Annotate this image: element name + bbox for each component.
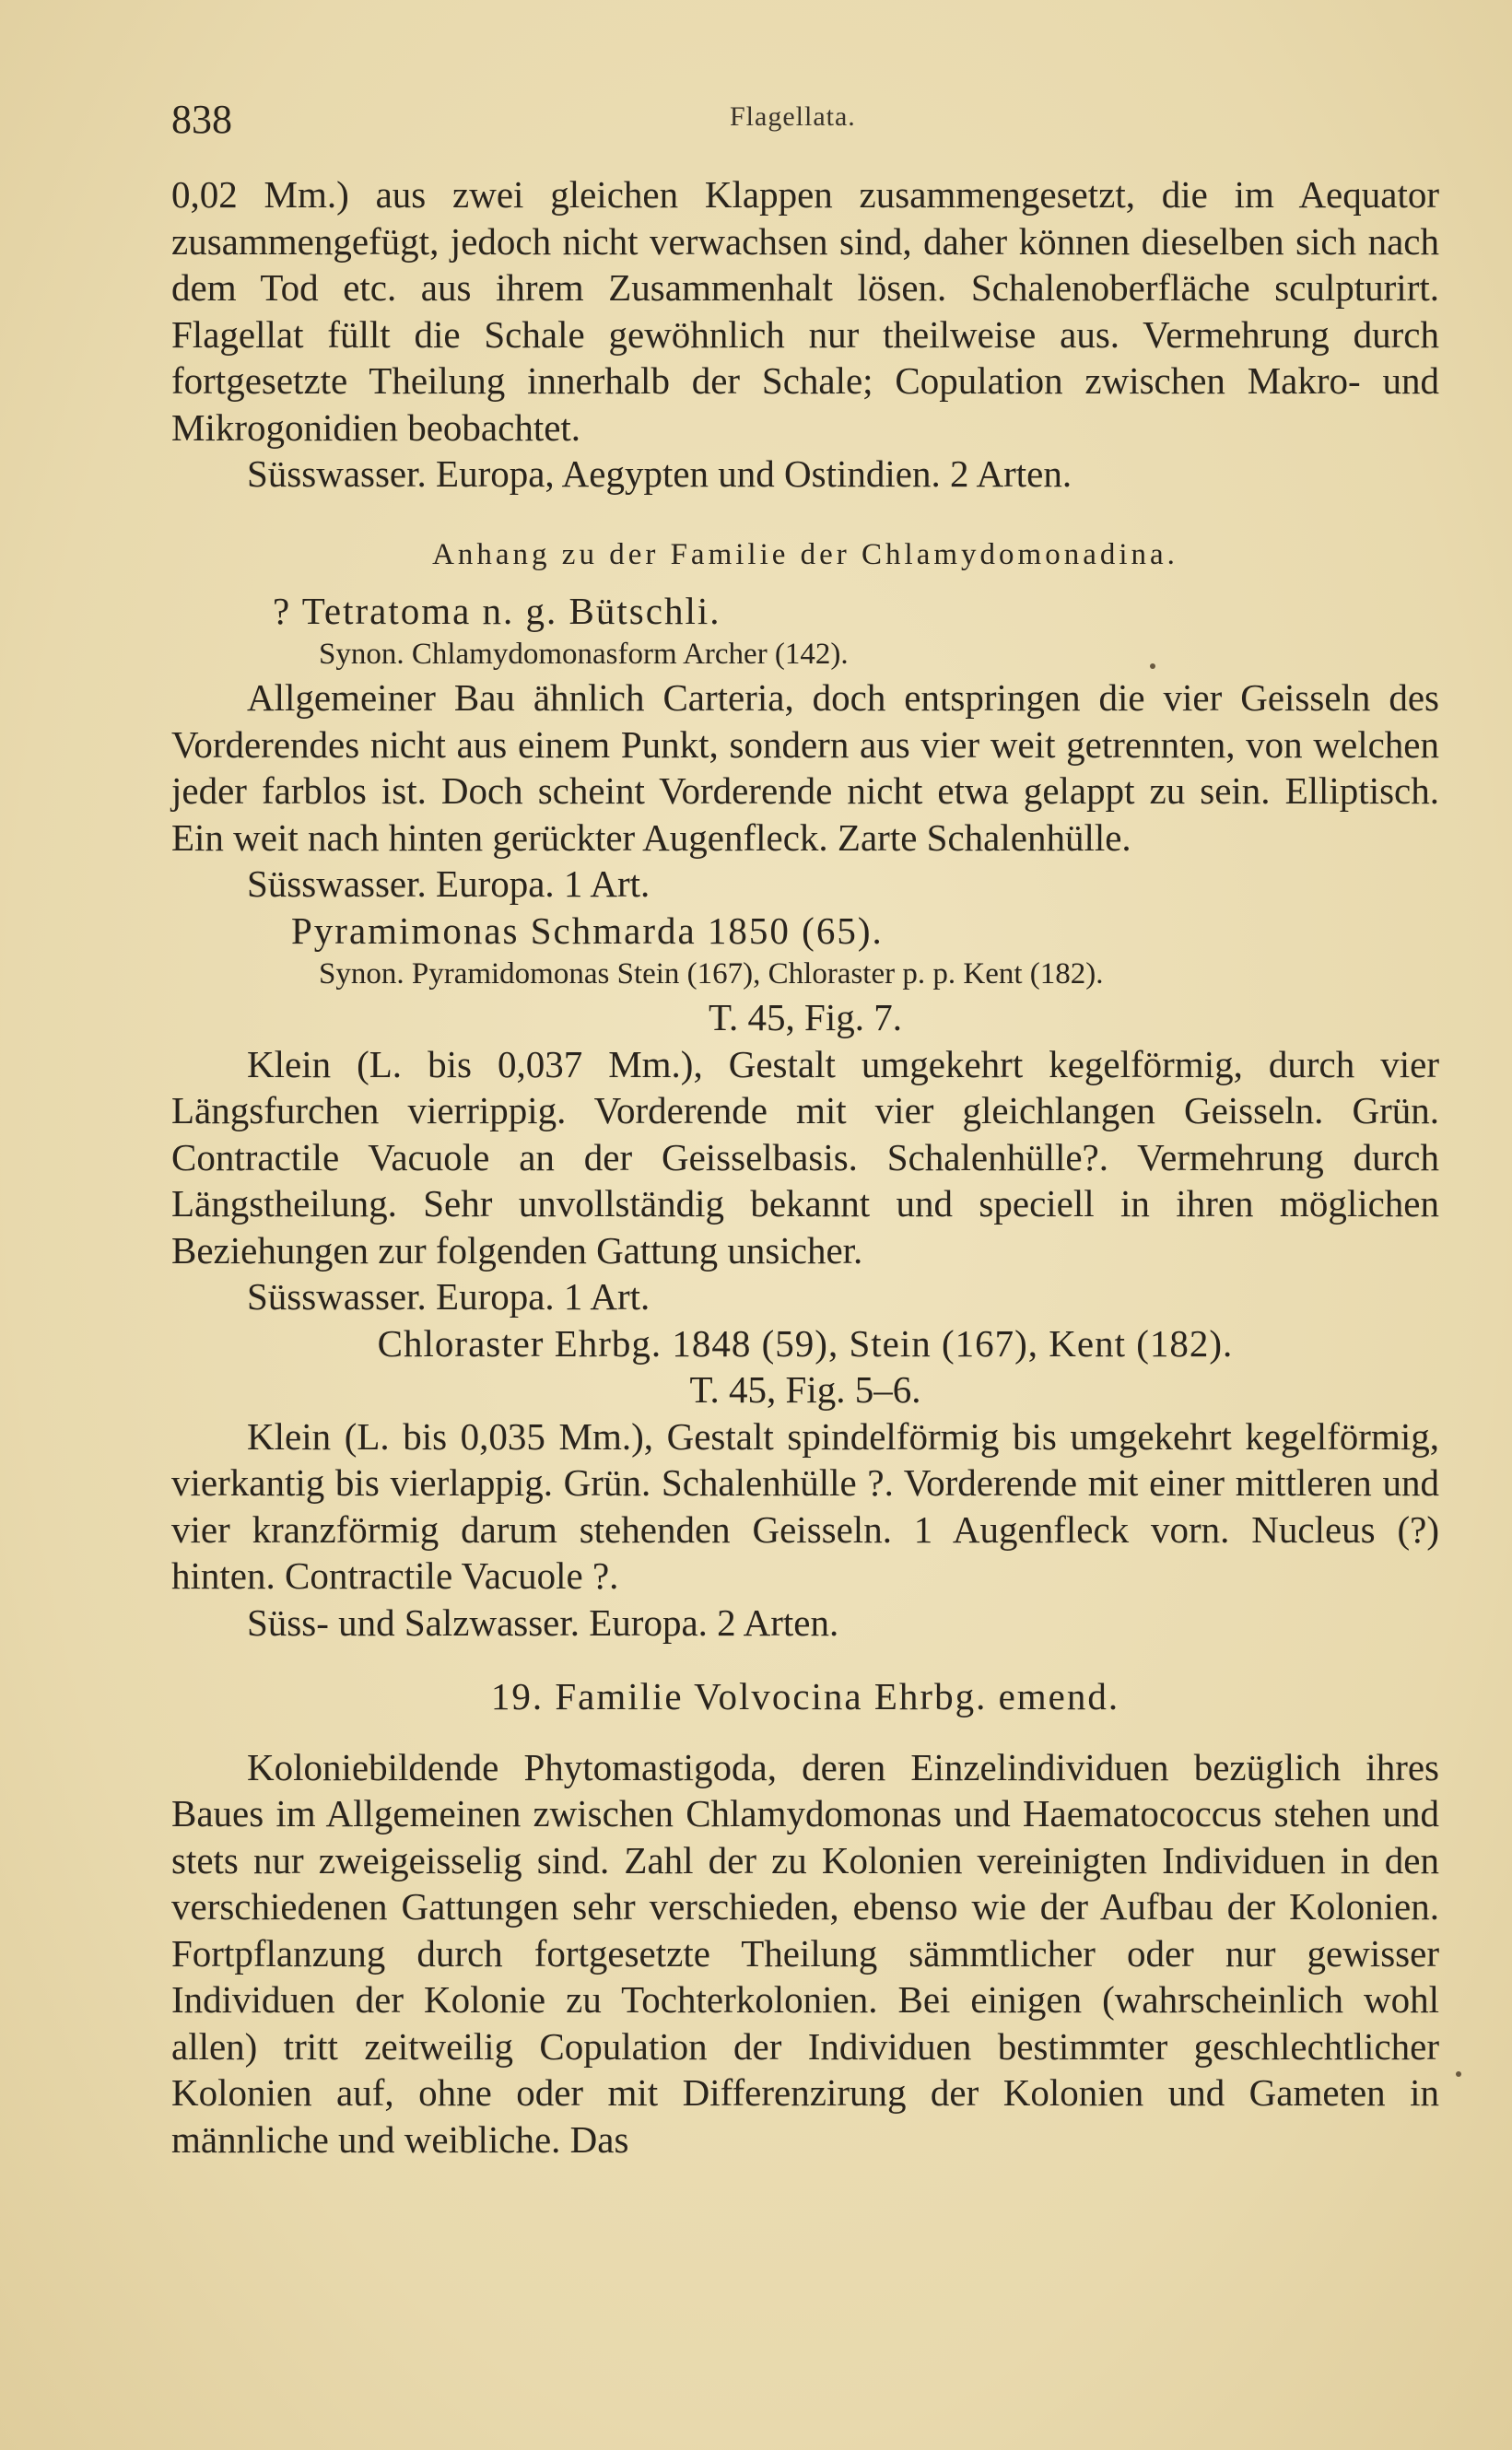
genus-title-chloraster: Chloraster Ehrbg. 1848 (59), Stein (167), Kent (182).: [377, 1321, 1234, 1365]
paragraph-shell-description: 0,02 Mm.) aus zwei gleichen Klappen zusammengesetzt, die im Aequator zusammengefügt, jedoch nicht verwachsen sind, daher können dieselben sich nach dem Tod etc. aus ihrem Zusammenhalt lösen. Schalenoberfläche sculpturirt. Flagellat füllt die Schale gewöhnlich nur theilweise aus. Vermehrung durch fortgesetzte Theilung innerhalb der Schale; Copulation zwischen Makro- und Mikrogonidien beobachtet.: [171, 173, 1439, 449]
main-text: [171, 171, 1439, 2163]
habitat-pyramimonas: Süsswasser. Europa. 1 Art.: [247, 1275, 651, 1318]
ink-speck: [1456, 2071, 1461, 2077]
figure-ref-chloraster: T. 45, Fig. 5–6.: [689, 1368, 921, 1411]
family-heading: 19. Familie Volvocina Ehrbg. emend.: [490, 1675, 1120, 1717]
synonym-pyramimonas: Synon. Pyramidomonas Stein (167), Chloraster p. p. Kent (182).: [319, 957, 1104, 991]
habitat-tetratoma: Süsswasser. Europa. 1 Art.: [247, 862, 651, 905]
appendix-heading: Anhang zu der Familie der Chlamydomonadina.: [432, 537, 1178, 571]
synonym-tetratoma: Synon. Chlamydomonasform Archer (142).: [319, 638, 849, 671]
description-volvocina: Koloniebildende Phytomastigoda, deren Einzelindividuen bezüglich ihres Baues im Allgemeinen zwischen Chlamydomonas und Haematococcus stehen und stets nur zweigeisselig sind. Zahl der zu Kolonien vereinigten Individuen in den verschiedenen Gattungen sehr verschieden, ebenso wie der Aufbau der Kolonien. Fortpflanzung durch fortgesetzte Theilung sämmtlicher oder nur gewisser Individuen der Kolonie zu Tochterkolonien. Bei einigen (wahrscheinlich wohl allen) tritt zeitweilig Copulation der Individuen bestimmter geschlechtlicher Kolonien auf, ohne oder mit Differenzirung der Kolonien und Gameten in männliche und weibliche. Das: [171, 1745, 1439, 2161]
genus-title-tetratoma: ? Tetratoma n. g. Bütschli.: [273, 589, 721, 632]
figure-ref-pyramimonas: T. 45, Fig. 7.: [709, 996, 902, 1038]
page-header: [171, 96, 1461, 151]
page-number: 838: [171, 97, 232, 142]
habitat-chloraster: Süss- und Salzwasser. Europa. 2 Arten.: [247, 1600, 839, 1644]
description-pyramimonas: Klein (L. bis 0,037 Mm.), Gestalt umgekehrt kegelförmig, durch vier Längsfurchen vierrippig. Vorderende mit vier gleichlangen Geisseln. Grün. Contractile Vacuole an der Geisselbasis. Schalenhülle?. Vermehrung durch Längstheilung. Sehr unvollständig bekannt und speciell in ihren möglichen Beziehungen zur folgenden Gattung unsicher.: [171, 1042, 1439, 1272]
ink-speck: [1150, 663, 1155, 669]
description-chloraster: Klein (L. bis 0,035 Mm.), Gestalt spindelförmig bis umgekehrt kegelförmig, vierkantig bis vierlappig. Grün. Schalenhülle ?. Vorderende mit einer mittleren und vier kranzförmig darum stehenden Geisseln. 1 Augenfleck vorn. Nucleus (?) hinten. Contractile Vacuole ?.: [171, 1414, 1439, 1597]
description-tetratoma: Allgemeiner Bau ähnlich Carteria, doch entspringen die vier Geisseln des Vorderendes nicht aus einem Punkt, sondern aus vier weit getrennten, von welchen jeder farblos ist. Doch scheint Vorderende nicht etwa gelappt zu sein. Elliptisch. Ein weit nach hinten gerückter Augenfleck. Zarte Schalenhülle.: [171, 676, 1439, 859]
running-title: Flagellata.: [730, 101, 856, 132]
genus-title-pyramimonas: Pyramimonas Schmarda 1850 (65).: [291, 908, 884, 952]
paragraph-habitat: Süsswasser. Europa, Aegypten und Ostindien. 2 Arten.: [247, 452, 1072, 495]
